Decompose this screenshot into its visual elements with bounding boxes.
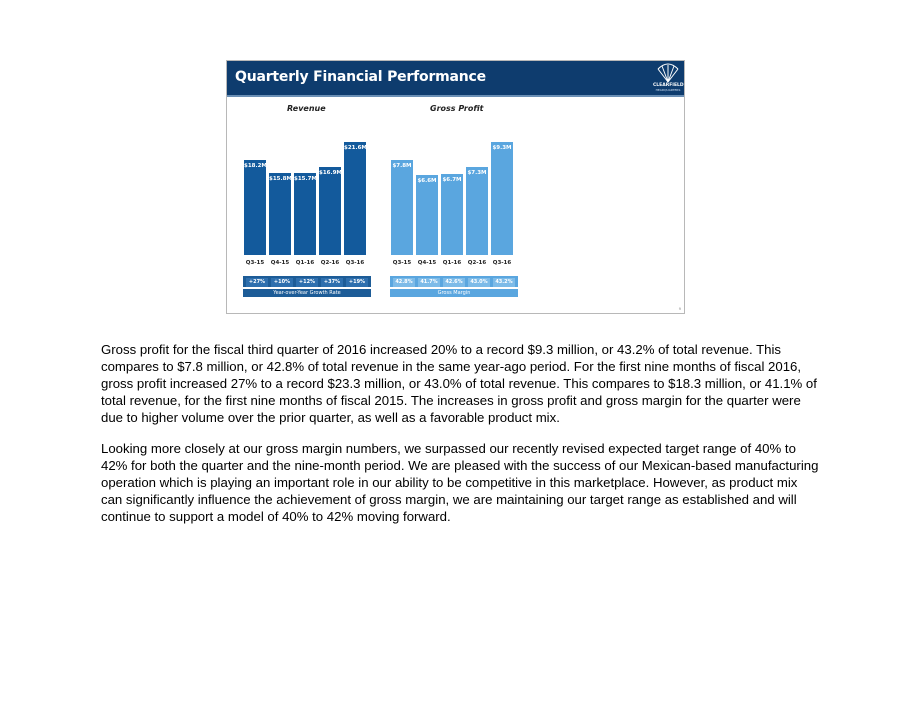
- growth-rate-caption: Year-over-Year Growth Rate: [243, 289, 371, 297]
- growth-rate-cell: +19%: [346, 278, 368, 287]
- bar-value-label: $15.8M: [269, 175, 292, 182]
- slide-page-number: 9: [678, 306, 681, 311]
- bar: [391, 160, 413, 255]
- category-label: Q1-16: [442, 260, 462, 266]
- growth-rate-cell: +27%: [246, 278, 268, 287]
- slide-title: Quarterly Financial Performance: [235, 69, 486, 85]
- slide-image: [226, 60, 685, 314]
- category-label: Q3-15: [245, 260, 265, 266]
- bar: [269, 173, 291, 255]
- gross-margin-cell: 43.2%: [493, 278, 515, 287]
- bar: [441, 174, 463, 255]
- category-label: Q3-16: [345, 260, 365, 266]
- clearfield-logo: [653, 63, 683, 95]
- gross-profit-chart-title: Gross Profit: [430, 104, 484, 113]
- bar: [416, 175, 438, 255]
- revenue-chart-title: Revenue: [287, 104, 326, 113]
- category-label: Q3-15: [392, 260, 412, 266]
- category-label: Q2-16: [320, 260, 340, 266]
- logo-text: CLEARFIELD: [653, 83, 684, 88]
- gross-margin-cell: 43.0%: [468, 278, 490, 287]
- growth-rate-cell: +10%: [271, 278, 293, 287]
- bar-value-label: $6.6M: [417, 178, 437, 184]
- bar: [294, 173, 316, 255]
- growth-rate-cell: +12%: [296, 278, 318, 287]
- slide-header: [227, 61, 684, 97]
- bar-value-label: $7.8M: [392, 163, 412, 170]
- gross-margin-cell: 42.6%: [443, 278, 465, 287]
- logo-subtext: HEADQUARTERS: [655, 88, 681, 92]
- bar-value-label: $15.7M: [294, 176, 317, 183]
- gross-margin-row: [390, 276, 518, 287]
- bar: [244, 160, 266, 255]
- category-label: Q4-15: [417, 260, 437, 266]
- bar-value-label: $6.7M: [442, 176, 462, 183]
- bar: [491, 142, 513, 255]
- bar-value-label: $21.6M: [344, 145, 367, 152]
- gross-margin-cell: 42.8%: [393, 278, 415, 287]
- gross-margin-cell: 41.7%: [418, 278, 440, 287]
- bar: [466, 167, 488, 255]
- growth-rate-cell: +37%: [321, 278, 343, 287]
- gross-margin-caption: Gross Margin: [390, 289, 518, 297]
- bar: [319, 167, 341, 255]
- shell-icon: [653, 63, 683, 83]
- bar-value-label: $9.3M: [492, 145, 512, 152]
- growth-rate-row: [243, 276, 371, 287]
- bar: [344, 142, 366, 255]
- category-label: Q3-16: [492, 260, 512, 266]
- category-label: Q4-15: [270, 260, 290, 266]
- bar-value-label: $16.9M: [319, 169, 342, 176]
- bar-value-label: $18.2M: [244, 163, 267, 170]
- category-label: Q1-16: [295, 260, 315, 266]
- paragraph-gross-profit: Gross profit for the fiscal third quarter of 2016 increased 20% to a record $9.3 million, or 43.2% of total revenue. This compares to $7.8 million, or 42.8% of total revenue in the same year-ago period. For the first nine months of fiscal 2016, gross profit increased 27% to a record $23.3 million, or 43.0% of total revenue. This compares to $18.3 million, or 41.1% of total revenue, for the first nine months of fiscal 2015. The increases in gross profit and gross margin for the quarter were due to higher volume over the prior quarter, as well as a favorable product mix.: [101, 342, 817, 425]
- paragraph-gross-margin: Looking more closely at our gross margin numbers, we surpassed our recently revised expected target range of 40% to 42% for both the quarter and the nine-month period. We are pleased with the success of our Mexican-based manufacturing operation which is playing an important role in our ability to be competitive in this marketplace. However, as product mix can significantly influence the achievement of gross margin, we are maintaining our target range as established and will continue to support a model of 40% to 42% moving forward.: [101, 441, 819, 524]
- category-label: Q2-16: [467, 260, 487, 266]
- bar-value-label: $7.3M: [467, 169, 487, 176]
